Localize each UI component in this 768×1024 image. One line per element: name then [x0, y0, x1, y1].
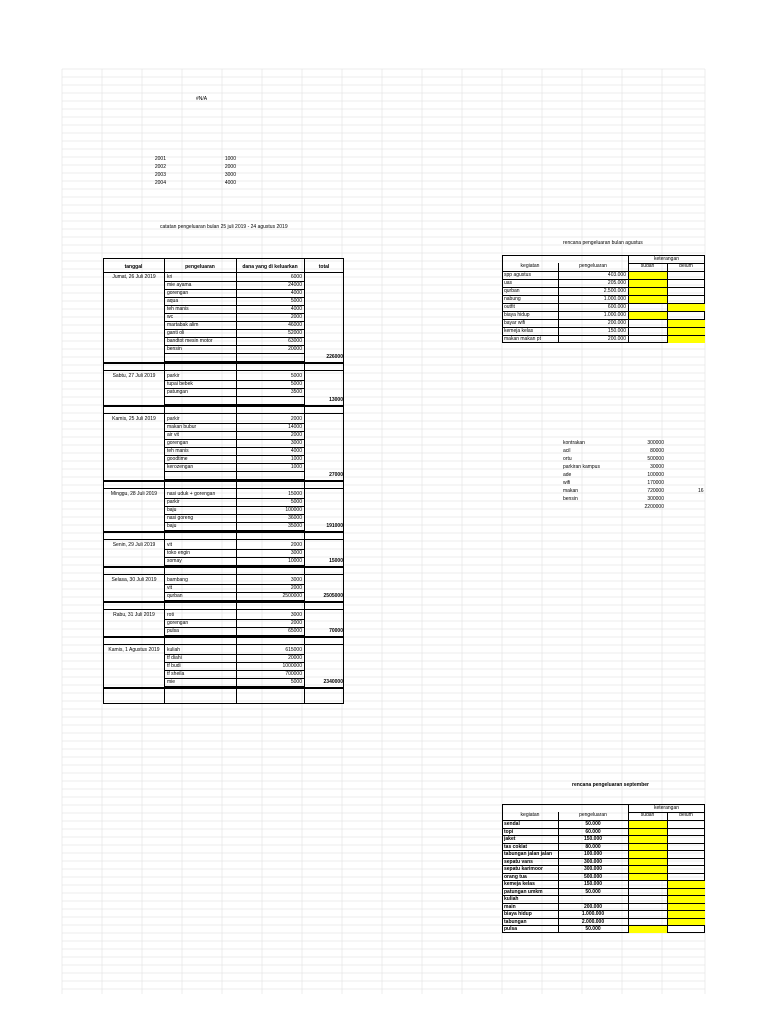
aug-pengeluaran-cell[interactable]: 150.000 [607, 328, 626, 334]
log-item-amount[interactable]: 20000 [288, 346, 302, 352]
log-header-dana: dana yang di keluarkan [242, 264, 298, 270]
log-item-amount[interactable]: 700000 [285, 671, 302, 677]
sep-kegiatan-cell[interactable]: main [504, 903, 516, 910]
sep-pengeluaran-cell[interactable]: 50.000 [585, 821, 601, 827]
log-group-total[interactable]: 2505000 [323, 593, 343, 599]
log-group-gap-line [103, 488, 344, 489]
sep-header-kegiatan: kegiatan [520, 812, 540, 818]
aug-header-sudah: sudah [640, 263, 655, 269]
log-item-amount[interactable]: 5000 [290, 381, 302, 387]
log-item-amount[interactable]: 2000 [290, 620, 302, 626]
sep-pengeluaran-cell[interactable]: 150.000 [583, 881, 603, 887]
budget-item-value[interactable]: 170000 [647, 480, 664, 486]
year-cell[interactable]: 2003 [154, 172, 166, 178]
log-item-name[interactable]: kri [167, 274, 173, 280]
aug-status-highlight[interactable] [629, 272, 667, 279]
log-item-amount[interactable]: 2000 [290, 416, 302, 422]
log-item-amount[interactable]: 3000 [290, 612, 302, 618]
budget-item-name[interactable]: bensin [563, 496, 578, 502]
sep-pengeluaran-cell[interactable]: 50.000 [585, 926, 601, 932]
aug-pengeluaran-cell[interactable]: 200.000 [607, 320, 626, 326]
log-header-total: total [318, 264, 330, 270]
aug-status-highlight[interactable] [668, 328, 705, 335]
log-item-name[interactable]: bandtot mesin motor [167, 338, 213, 344]
log-title: catatan pengeluaran bulan 25 juli 2019 - 24 agustus 2019 [160, 224, 288, 230]
sep-kegiatan-cell[interactable]: kuliah [504, 896, 519, 902]
sep-kegiatan-cell[interactable]: orang tua [504, 873, 527, 880]
aug-status-highlight[interactable] [668, 336, 705, 343]
sep-kegiatan-cell[interactable]: patungan umkm [504, 888, 543, 895]
budget-item-name[interactable]: kontrakan [563, 440, 585, 446]
log-date-cell[interactable]: Rabu, 31 Juli 2019 [113, 612, 155, 618]
sep-header-pengeluaran: pengeluaran [579, 812, 607, 818]
sep-pengeluaran-cell[interactable]: 300.000 [583, 858, 603, 865]
aug-header-pengeluaran: pengeluaran [579, 263, 607, 269]
log-item-amount[interactable]: 6000 [290, 274, 302, 280]
budget-item-value[interactable]: 500000 [647, 456, 664, 462]
budget-makan-extra[interactable]: 16 [698, 488, 704, 494]
log-group-gap-line [103, 609, 344, 610]
budget-item-name[interactable]: makan [563, 488, 579, 494]
budget-item-name[interactable]: acil [563, 448, 571, 454]
log-item-name[interactable]: aqua [167, 298, 179, 304]
sep-title: rencana pengeluaran september [572, 782, 649, 788]
sep-kegiatan-cell[interactable]: biaya hidup [504, 911, 532, 917]
log-item-name[interactable]: kerozengan [167, 464, 194, 470]
budget-total[interactable]: 2200000 [644, 504, 664, 510]
sep-pengeluaran-cell[interactable]: 200.000 [583, 903, 603, 910]
log-header-tanggal: tanggal [124, 264, 143, 270]
log-row-line [164, 396, 304, 397]
sep-pengeluaran-cell[interactable]: 50.000 [585, 888, 601, 895]
aug-status-highlight[interactable] [668, 304, 705, 311]
log-item-name[interactable]: qurban [167, 593, 183, 599]
year-value-cell[interactable]: 2000 [224, 164, 236, 170]
sep-pengeluaran-cell[interactable]: 60.000 [585, 828, 601, 835]
log-group-separator [103, 531, 344, 533]
log-group-separator [103, 405, 344, 407]
aug-status-highlight[interactable] [668, 320, 705, 327]
log-group-gap-line [103, 539, 344, 540]
sep-kegiatan-cell[interactable]: sepatu karimoor [504, 866, 543, 872]
log-item-amount[interactable]: 4000 [290, 448, 302, 454]
log-item-name[interactable]: teh manis [167, 306, 189, 312]
log-item-amount[interactable]: 1000000 [282, 663, 302, 669]
log-date-cell[interactable]: Senin, 29 Juli 2019 [112, 542, 156, 548]
sep-pengeluaran-cell[interactable]: 2.000.000 [581, 918, 605, 925]
log-item-name[interactable]: vit [167, 542, 172, 548]
log-item-name[interactable]: somay [167, 558, 182, 564]
log-item-name[interactable]: baju [167, 523, 177, 529]
log-item-name[interactable]: baju [167, 507, 177, 513]
sep-kegiatan-cell[interactable]: jaket [504, 836, 516, 842]
budget-item-value[interactable]: 300000 [647, 440, 664, 446]
aug-kegiatan-cell[interactable]: qurban [504, 288, 520, 294]
log-item-name[interactable]: tf sheila [167, 671, 185, 677]
sep-kegiatan-cell[interactable]: kemeja kelas [504, 881, 535, 887]
sep-kegiatan-cell[interactable]: topi [504, 828, 514, 835]
aug-kegiatan-cell[interactable]: biaya hidup [504, 312, 530, 318]
log-date-cell[interactable]: Jumat, 26 Juli 2019 [112, 274, 156, 280]
aug-kegiatan-cell[interactable]: kemeja kelas [504, 328, 534, 334]
aug-status-highlight[interactable] [629, 280, 667, 287]
log-item-amount[interactable]: 5000 [290, 373, 302, 379]
log-date-cell[interactable]: Kamis, 1 Agustus 2019 [108, 647, 160, 653]
aug-pengeluaran-cell[interactable]: 2.500.000 [603, 288, 626, 294]
log-group-total[interactable]: 2340000 [323, 679, 343, 685]
aug-pengeluaran-cell[interactable]: 205.000 [607, 280, 626, 286]
log-item-amount[interactable]: 100000 [285, 507, 302, 513]
log-item-amount[interactable]: 20000 [288, 655, 302, 661]
log-item-name[interactable]: tf diahi [167, 655, 182, 661]
budget-item-name[interactable]: wifi [563, 480, 571, 486]
log-item-name[interactable]: gorengan [167, 290, 189, 296]
sep-kegiatan-cell[interactable]: tas coklat [504, 843, 528, 850]
aug-header-keterangan: keterangan [653, 256, 680, 262]
sep-pengeluaran-cell[interactable]: 300.000 [583, 866, 603, 872]
log-item-name[interactable]: tf budi [167, 663, 181, 669]
log-item-amount[interactable]: 35000 [288, 523, 302, 529]
log-date-cell[interactable]: Kamis, 25 Juli 2019 [112, 416, 156, 422]
aug-pengeluaran-cell[interactable]: 403.000 [607, 272, 626, 278]
log-item-amount[interactable]: 3000 [290, 550, 302, 556]
log-group-gap-line [103, 413, 344, 414]
log-item-name[interactable]: nasi goreng [167, 515, 194, 521]
log-group-total[interactable]: 15000 [329, 558, 343, 564]
aug-header-kegiatan: kegiatan [520, 263, 540, 269]
log-item-name[interactable]: makan bubur [167, 424, 197, 430]
year-cell[interactable]: 2004 [154, 180, 166, 186]
log-item-amount[interactable]: 4000 [290, 290, 302, 296]
log-item-amount[interactable]: 5000 [290, 679, 302, 685]
year-cell[interactable]: 2002 [154, 164, 166, 170]
log-group-separator [103, 480, 344, 482]
aug-status-highlight[interactable] [629, 288, 667, 295]
aug-status-highlight[interactable] [629, 296, 667, 303]
log-group-total[interactable]: 191000 [326, 523, 343, 529]
log-group-separator [103, 687, 344, 689]
log-item-amount[interactable]: 615000 [285, 647, 302, 653]
log-group-separator [103, 566, 344, 568]
log-item-amount[interactable]: 2000 [290, 585, 302, 591]
budget-item-value[interactable]: 80000 [650, 448, 664, 454]
log-row-line [164, 353, 304, 354]
log-item-name[interactable]: parkir [167, 416, 180, 422]
log-item-name[interactable]: ganti oli [167, 330, 185, 336]
sep-kegiatan-cell[interactable]: sepatu vans [504, 858, 533, 865]
error-cell[interactable]: #N/A [196, 96, 208, 102]
aug-kegiatan-cell[interactable]: spp agustus [504, 272, 531, 278]
log-group-separator [103, 362, 344, 364]
log-group-gap-line [103, 370, 344, 371]
log-item-name[interactable]: tupai bebek [167, 381, 193, 387]
log-item-name[interactable]: martabak alim [167, 322, 199, 328]
aug-pengeluaran-cell[interactable]: 200.000 [607, 336, 626, 342]
log-item-name[interactable]: vit [167, 585, 172, 591]
log-item-amount[interactable]: 52000 [288, 330, 302, 336]
sep-pengeluaran-cell[interactable]: 80.000 [585, 843, 601, 850]
log-date-cell[interactable]: Selasa, 30 Juli 2019 [111, 577, 157, 583]
log-date-cell[interactable]: Minggu, 28 Juli 2019 [110, 491, 158, 497]
log-item-name[interactable]: wc [167, 314, 174, 320]
log-item-name[interactable]: goodtime [167, 456, 188, 462]
log-group-total[interactable]: 13000 [329, 397, 343, 403]
log-item-name[interactable]: patungan [167, 389, 188, 395]
log-item-amount[interactable]: 5000 [290, 499, 302, 505]
log-item-name[interactable]: nasi uduk + gorengan [167, 491, 216, 497]
log-item-amount[interactable]: 2000 [290, 542, 302, 548]
log-item-name[interactable]: parkir [167, 373, 180, 379]
log-item-amount[interactable]: 1000 [290, 464, 302, 470]
log-item-amount[interactable]: 10000 [288, 558, 302, 564]
log-date-cell[interactable]: Sabtu, 27 Juli 2019 [112, 373, 156, 379]
log-item-amount[interactable]: 2000 [290, 314, 302, 320]
sep-header-keterangan: keterangan [653, 805, 680, 811]
sep-header-sudah: sudah [640, 812, 655, 818]
log-item-name[interactable]: roti [167, 612, 174, 618]
log-item-amount[interactable]: 2000 [290, 432, 302, 438]
log-item-amount[interactable]: 15000 [288, 491, 302, 497]
sep-kegiatan-cell[interactable]: pulsa [504, 926, 518, 932]
log-item-amount[interactable]: 3000 [290, 440, 302, 446]
aug-pengeluaran-cell[interactable]: 1.000.000 [603, 312, 626, 318]
log-header-line [103, 272, 344, 273]
aug-header-belum: belum [679, 263, 693, 269]
log-item-amount[interactable]: 36000 [288, 515, 302, 521]
log-item-amount[interactable]: 2500000 [282, 593, 302, 599]
log-group-gap-line [103, 574, 344, 575]
sep-kegiatan-cell[interactable]: sendal [504, 821, 520, 827]
budget-item-value[interactable]: 30000 [650, 464, 664, 470]
sep-kegiatan-cell[interactable]: tabungan [504, 918, 527, 925]
log-item-amount[interactable]: 46000 [288, 322, 302, 328]
log-item-name[interactable]: mie [167, 679, 176, 685]
budget-item-name[interactable]: parkiran kampus [563, 464, 600, 470]
log-item-name[interactable]: air vit [167, 432, 179, 438]
log-item-name[interactable]: teh manis [167, 448, 189, 454]
log-header-pengeluaran: pengeluaran [185, 264, 215, 270]
log-item-name[interactable]: toko engin [167, 550, 191, 556]
budget-item-value[interactable]: 720000 [647, 488, 664, 494]
sep-kegiatan-cell[interactable]: tabungan jalan jalan [504, 851, 553, 857]
budget-item-name[interactable]: ortu [563, 456, 572, 462]
sep-pengeluaran-cell[interactable]: 150.000 [583, 836, 603, 842]
log-item-name[interactable]: gorengan [167, 440, 189, 446]
log-item-amount[interactable]: 1000 [290, 456, 302, 462]
log-item-amount[interactable]: 24000 [288, 282, 302, 288]
log-item-amount[interactable]: 65000 [288, 628, 302, 634]
aug-pengeluaran-cell[interactable]: 600.000 [607, 304, 626, 310]
aug-status-highlight[interactable] [629, 312, 667, 319]
log-item-name[interactable]: mie ayama [167, 282, 192, 288]
year-value-cell[interactable]: 3000 [224, 172, 236, 178]
aug-kegiatan-cell[interactable]: makan makan pt [504, 336, 541, 342]
year-value-cell[interactable]: 4000 [224, 180, 236, 186]
budget-item-name[interactable]: ade [563, 472, 572, 478]
log-item-amount[interactable]: 14000 [288, 424, 302, 430]
log-item-amount[interactable]: 5000 [290, 298, 302, 304]
sep-header-belum: belum [679, 812, 693, 818]
aug-kegiatan-cell[interactable]: bayar wifi [504, 320, 526, 326]
log-group-total[interactable]: 226000 [326, 354, 343, 360]
log-item-name[interactable]: pulsa [167, 628, 179, 634]
log-item-name[interactable]: bambang [167, 577, 188, 583]
sep-pengeluaran-cell[interactable]: 100.000 [583, 851, 603, 857]
log-group-separator [103, 636, 344, 638]
aug-kegiatan-cell[interactable]: outfit [504, 304, 515, 310]
aug-kegiatan-cell[interactable]: nabung [504, 296, 521, 302]
log-item-amount[interactable]: 3000 [290, 577, 302, 583]
year-value-cell[interactable]: 1000 [224, 156, 236, 162]
year-cell[interactable]: 2001 [154, 156, 166, 162]
log-item-amount[interactable]: 4000 [290, 306, 302, 312]
sep-status-highlight[interactable] [629, 926, 667, 933]
aug-title: rencana pengeluaran bulan agustus [563, 240, 643, 246]
log-item-name[interactable]: bensin [167, 346, 182, 352]
log-row-line [164, 471, 304, 472]
log-item-amount[interactable]: 3500 [290, 389, 302, 395]
sep-pengeluaran-cell[interactable]: 1.000.000 [581, 911, 605, 917]
log-item-name[interactable]: kuliah [167, 647, 181, 653]
sep-pengeluaran-cell[interactable]: 500.000 [583, 873, 603, 880]
aug-pengeluaran-cell[interactable]: 1.000.000 [603, 296, 626, 302]
budget-item-value[interactable]: 300000 [647, 496, 664, 502]
log-item-amount[interactable]: 63000 [288, 338, 302, 344]
log-group-total[interactable]: 70000 [329, 628, 343, 634]
log-item-name[interactable]: parkir [167, 499, 180, 505]
budget-item-value[interactable]: 100000 [647, 472, 664, 478]
aug-kegiatan-cell[interactable]: uas [504, 280, 513, 286]
log-item-name[interactable]: gorengan [167, 620, 189, 626]
log-group-total[interactable]: 27000 [329, 472, 343, 478]
log-group-gap-line [103, 644, 344, 645]
log-group-separator [103, 601, 344, 603]
